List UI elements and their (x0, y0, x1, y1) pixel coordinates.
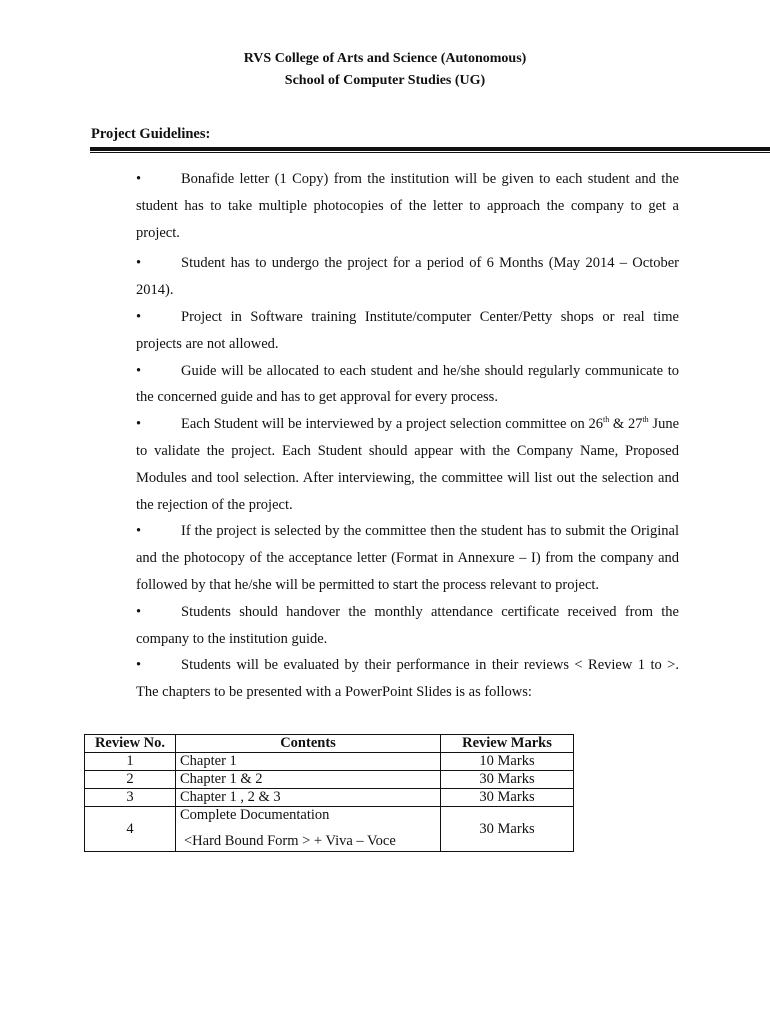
college-name: RVS College of Arts and Science (Autonomous) (243, 51, 527, 66)
col-review-no: Review No. (85, 735, 176, 753)
table-row (85, 807, 574, 852)
guideline-item: • If the project is selected by the committee then the student has to submit the Original and the photocopy of the acceptance letter (Format in Annexure – I) from the company and followed by that he/she will be permitted to start the process relevant to project. (136, 518, 679, 598)
bullet-icon: • (136, 171, 142, 187)
marks-cell: 30 Marks (441, 807, 574, 852)
table-header-row (85, 735, 574, 753)
guideline-item: • Bonafide letter (1 Copy) from the institution will be given to each student and the student has to take multiple photocopies of the letter to approach the company to get a project. (136, 166, 679, 246)
bullet-icon: • (136, 603, 142, 620)
guidelines-list (136, 166, 679, 706)
contents-cell: Chapter 1 , 2 & 3 (176, 789, 441, 807)
bullet-icon: • (136, 416, 142, 433)
guideline-item: • Students will be evaluated by their performance in their reviews < Review 1 to >. The chapters to be presented with a PowerPoint Slides is as follows: (136, 652, 679, 706)
guideline-item: • Student has to undergo the project for a period of 6 Months (May 2014 – October 2014). (136, 250, 679, 304)
contents-cell: Chapter 1 (176, 753, 441, 771)
marks-cell: 30 Marks (441, 789, 574, 807)
guideline-item: • Guide will be allocated to each student and he/she should regularly communicate to the concerned guide and has to get approval for every process. (136, 358, 679, 412)
marks-cell: 30 Marks (441, 771, 574, 789)
guideline-item: • Each Student will be interviewed by a project selection committee on 26th & 27th June to validate the project. Each Student should appear with the Company Name, Proposed Modules and tool selection. After interviewing, the committee will list out the selection and the rejection of the project. (136, 411, 679, 518)
marks-cell: 10 Marks (441, 753, 574, 771)
contents-line-2: <Hard Bound Form > + Viva – Voce (184, 833, 396, 849)
table-row (85, 789, 574, 807)
guideline-item: • Students should handover the monthly attendance certificate received from the company to the institution guide. (136, 599, 679, 653)
table-row (85, 753, 574, 771)
review-table (84, 734, 574, 852)
col-review-marks: Review Marks (441, 735, 574, 753)
review-no-cell: 3 (85, 789, 176, 807)
col-contents: Contents (176, 735, 441, 753)
bullet-icon: • (136, 255, 142, 272)
bullet-icon: • (136, 308, 142, 325)
bullet-icon: • (136, 523, 142, 540)
contents-cell: Chapter 1 & 2 (176, 771, 441, 789)
school-name: School of Computer Studies (UG) (284, 73, 486, 88)
review-no-cell: 1 (85, 753, 176, 771)
section-title: Project Guidelines: (91, 126, 211, 142)
table-row (85, 771, 574, 789)
contents-line-1: Complete Documentation (180, 807, 330, 823)
bullet-icon: • (136, 362, 142, 379)
contents-cell (176, 807, 441, 852)
guideline-item: • Project in Software training Institute/computer Center/Petty shops or real time projects are not allowed. (136, 304, 679, 358)
section-divider (90, 147, 770, 151)
section-divider-thin (90, 152, 770, 153)
review-no-cell: 2 (85, 771, 176, 789)
review-no-cell: 4 (85, 807, 176, 852)
bullet-icon: • (136, 657, 142, 674)
